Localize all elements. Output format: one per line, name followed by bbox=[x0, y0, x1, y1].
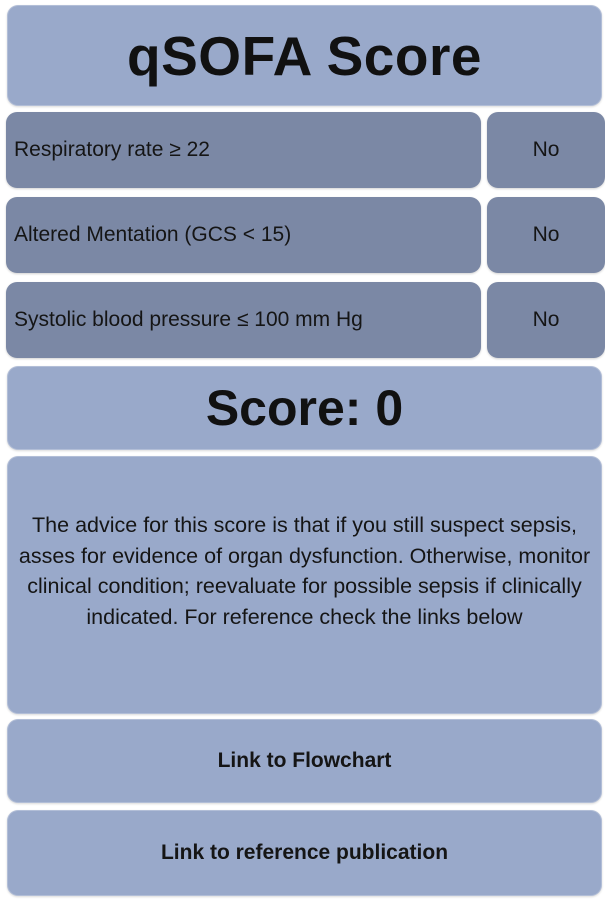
question-systolic-bp-label: Systolic blood pressure ≤ 100 mm Hg bbox=[6, 282, 481, 358]
advice-panel bbox=[7, 456, 602, 714]
respiratory-rate-toggle[interactable]: No bbox=[487, 112, 605, 188]
question-respiratory-rate-label: Respiratory rate ≥ 22 bbox=[6, 112, 481, 188]
systolic-bp-toggle[interactable]: No bbox=[487, 282, 605, 358]
altered-mentation-toggle[interactable]: No bbox=[487, 197, 605, 273]
page-title: qSOFA Score bbox=[127, 24, 482, 87]
flowchart-link-button[interactable]: Link to Flowchart bbox=[7, 719, 602, 803]
question-altered-mentation-label: Altered Mentation (GCS < 15) bbox=[6, 197, 481, 273]
advice-text: The advice for this score is that if you still suspect sepsis, asses for evidence of organ dysfunction. Otherwise, monitor clinical condition; reevaluate for possible sepsis if clinically indicated. For reference check the links below bbox=[18, 513, 591, 629]
score-value: Score: 0 bbox=[205, 380, 404, 436]
score-panel bbox=[7, 366, 602, 450]
title-panel bbox=[7, 5, 602, 106]
reference-publication-link-button[interactable]: Link to reference publication bbox=[7, 810, 602, 896]
